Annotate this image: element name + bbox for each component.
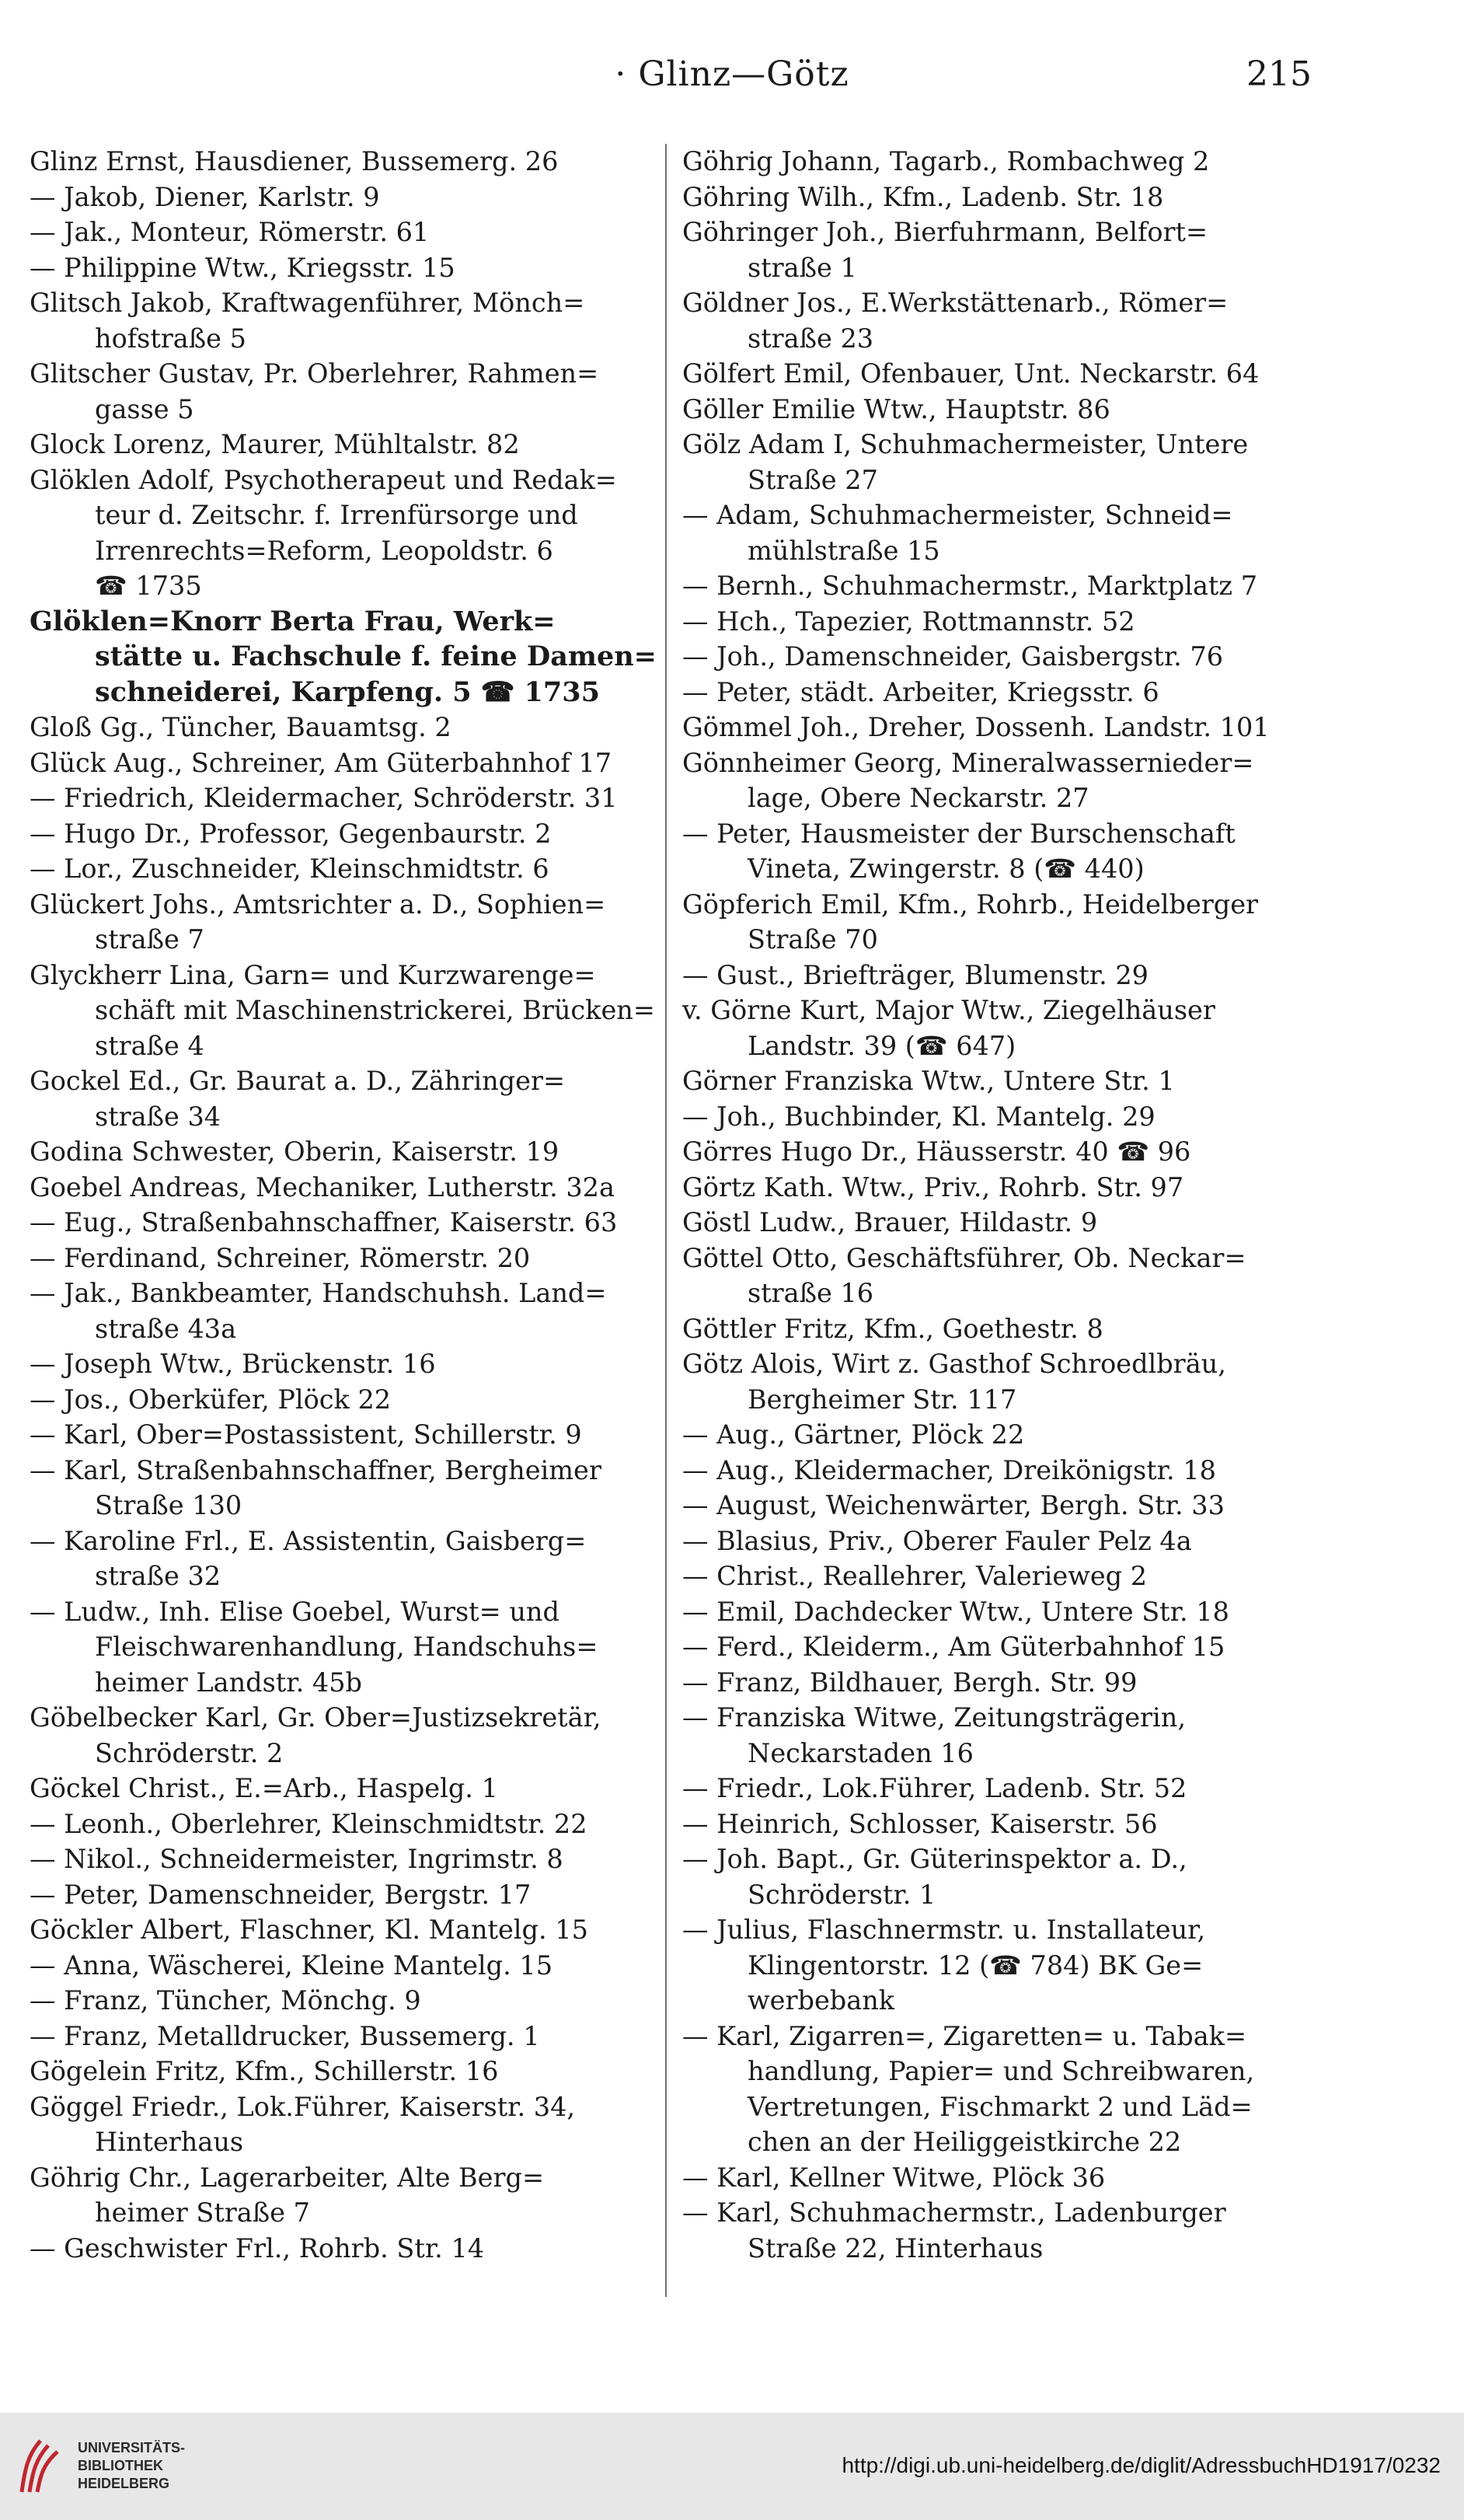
directory-entry: — Nikol., Schneidermeister, Ingrimstr. 8 xyxy=(30,1844,563,1874)
directory-entry: — Ferdinand, Schreiner, Römerstr. 20 xyxy=(30,1242,531,1273)
directory-entry-continuation: Vineta, Zwingerstr. 8 (☎ 440) xyxy=(748,853,1145,884)
directory-entry: — Aug., Kleidermacher, Dreikönigstr. 18 xyxy=(682,1454,1216,1485)
directory-entry-continuation: ☎ 1735 xyxy=(95,571,202,601)
directory-entry: Göbelbecker Karl, Gr. Ober=Justizsekretär, xyxy=(30,1702,601,1733)
directory-entry: v. Görne Kurt, Major Wtw., Ziegelhäuser xyxy=(682,995,1215,1025)
directory-entry: — Jak., Bankbeamter, Handschuhsh. Land= xyxy=(30,1278,607,1308)
directory-entry-continuation: schneiderei, Karpfeng. 5 ☎ 1735 xyxy=(95,675,600,708)
directory-entry: Göckel Christ., E.=Arb., Haspelg. 1 xyxy=(30,1773,498,1803)
directory-entry-continuation: lage, Obere Neckarstr. 27 xyxy=(748,783,1089,813)
directory-entry: — Franziska Witwe, Zeitungsträgerin, xyxy=(682,1702,1186,1733)
directory-entry: — Franz, Tüncher, Mönchg. 9 xyxy=(30,1985,421,2016)
footer-bar xyxy=(0,2413,1464,2520)
directory-entry-continuation: Hinterhaus xyxy=(95,2127,244,2157)
directory-entry-continuation: Schröderstr. 1 xyxy=(748,1879,936,1910)
directory-entry: Göttel Otto, Geschäftsführer, Ob. Neckar= xyxy=(682,1242,1246,1273)
directory-entry: Gögelein Fritz, Kfm., Schillerstr. 16 xyxy=(30,2056,499,2086)
directory-entry: — Anna, Wäscherei, Kleine Mantelg. 15 xyxy=(30,1949,553,1981)
directory-entry: Gölz Adam I, Schuhmachermeister, Untere xyxy=(682,429,1249,459)
directory-entry: — Eug., Straßenbahnschaffner, Kaiserstr. 63 xyxy=(30,1207,618,1237)
directory-entry: Görtz Kath. Wtw., Priv., Rohrb. Str. 97 xyxy=(682,1171,1184,1202)
directory-entry-continuation: teur d. Zeitschr. f. Irrenfürsorge und xyxy=(95,500,578,530)
directory-entry: — Aug., Gärtner, Plöck 22 xyxy=(682,1419,1025,1450)
page-header xyxy=(0,54,1464,109)
directory-entry-continuation: Landstr. 39 (☎ 647) xyxy=(748,1030,1016,1061)
directory-entry-continuation: straße 4 xyxy=(95,1030,204,1061)
directory-entry: — Karl, Kellner Witwe, Plöck 36 xyxy=(682,2162,1106,2193)
directory-entry-continuation: Bergheimer Str. 117 xyxy=(748,1384,1017,1415)
directory-entry: Godina Schwester, Oberin, Kaiserstr. 19 xyxy=(30,1136,559,1167)
directory-entry: — Karoline Frl., E. Assistentin, Gaisberg= xyxy=(30,1525,587,1556)
directory-entry: Glitscher Gustav, Pr. Oberlehrer, Rahmen= xyxy=(30,358,599,389)
directory-entry: Glitsch Jakob, Kraftwagenführer, Mönch= xyxy=(30,288,585,318)
directory-entry: — Peter, städt. Arbeiter, Kriegsstr. 6 xyxy=(682,676,1159,707)
directory-entry-continuation: straße 43a xyxy=(95,1313,237,1344)
directory-entry: — Ludw., Inh. Elise Goebel, Wurst= und xyxy=(30,1596,559,1627)
left-column xyxy=(30,144,663,2266)
directory-entry: — Friedrich, Kleidermacher, Schröderstr. 31 xyxy=(30,783,618,813)
directory-entry: — Karl, Straßenbahnschaffner, Bergheimer xyxy=(30,1454,601,1485)
directory-entry: — Franz, Bildhauer, Bergh. Str. 99 xyxy=(682,1667,1138,1698)
directory-entry: Görres Hugo Dr., Häusserstr. 40 ☎ 96 xyxy=(682,1136,1191,1167)
directory-entry-continuation: hofstraße 5 xyxy=(95,323,246,354)
directory-entry: Gömmel Joh., Dreher, Dossenh. Landstr. 101 xyxy=(682,712,1270,742)
directory-entry-continuation: Schröderstr. 2 xyxy=(95,1737,284,1768)
directory-entry: — Adam, Schuhmachermeister, Schneid= xyxy=(682,500,1233,530)
directory-entry: Göhringer Joh., Bierfuhrmann, Belfort= xyxy=(682,217,1208,247)
directory-entry: — Peter, Damenschneider, Bergstr. 17 xyxy=(30,1879,532,1910)
directory-entry: — Geschwister Frl., Rohrb. Str. 14 xyxy=(30,2232,485,2263)
directory-entry-continuation: heimer Straße 7 xyxy=(95,2197,310,2228)
directory-entry-continuation: Fleischwarenhandlung, Handschuhs= xyxy=(95,1632,598,1662)
directory-entry: Glückert Johs., Amtsrichter a. D., Sophien= xyxy=(30,888,606,920)
directory-entry-continuation: schäft mit Maschinenstrickerei, Brücken= xyxy=(95,995,655,1025)
directory-entry: Götz Alois, Wirt z. Gasthof Schroedlbräu, xyxy=(682,1349,1226,1379)
directory-entry: Glinz Ernst, Hausdiener, Bussemerg. 26 xyxy=(30,146,559,176)
directory-entry: — Lor., Zuschneider, Kleinschmidtstr. 6 xyxy=(30,853,549,884)
directory-entry: — Julius, Flaschnermstr. u. Installateur, xyxy=(682,1914,1206,1945)
directory-entry: Glock Lorenz, Maurer, Mühltalstr. 82 xyxy=(30,429,520,459)
directory-entry: Göggel Friedr., Lok.Führer, Kaiserstr. 34, xyxy=(30,2091,576,2122)
directory-entry: — Jos., Oberküfer, Plöck 22 xyxy=(30,1384,392,1415)
directory-entry: — Gust., Briefträger, Blumenstr. 29 xyxy=(682,959,1149,990)
directory-entry: — Jakob, Diener, Karlstr. 9 xyxy=(30,181,380,212)
directory-entry: — Friedr., Lok.Führer, Ladenb. Str. 52 xyxy=(682,1773,1187,1803)
directory-entry: Gölfert Emil, Ofenbauer, Unt. Neckarstr. 64 xyxy=(682,358,1260,389)
directory-entry-continuation: straße 23 xyxy=(748,323,874,354)
directory-entry-continuation: heimer Landstr. 45b xyxy=(95,1667,362,1698)
directory-entry-continuation: mühlstraße 15 xyxy=(748,535,940,566)
directory-entry: — Christ., Reallehrer, Valerieweg 2 xyxy=(682,1561,1148,1591)
directory-entry-continuation: straße 1 xyxy=(748,252,857,283)
directory-entry: — Karl, Schuhmachermstr., Ladenburger xyxy=(682,2197,1226,2228)
directory-entry: — Joh. Bapt., Gr. Güterinspektor a. D., xyxy=(682,1844,1187,1874)
directory-entry: Göckler Albert, Flaschner, Kl. Mantelg. 15 xyxy=(30,1914,588,1945)
directory-entry: Glöklen=Knorr Berta Frau, Werk= xyxy=(30,605,556,637)
directory-entry: — Hugo Dr., Professor, Gegenbaurstr. 2 xyxy=(30,818,552,849)
directory-entry: — Ferd., Kleiderm., Am Güterbahnhof 15 xyxy=(682,1632,1225,1662)
directory-entry-continuation: Irrenrechts=Reform, Leopoldstr. 6 xyxy=(95,535,553,566)
right-column xyxy=(682,144,1327,2266)
directory-entry-continuation: Straße 27 xyxy=(748,464,878,495)
page-number: 215 xyxy=(1246,54,1312,94)
directory-entry-continuation: straße 32 xyxy=(95,1561,221,1591)
directory-entry-continuation: straße 16 xyxy=(748,1278,874,1308)
directory-columns xyxy=(30,144,1327,2305)
directory-entry: Gloß Gg., Tüncher, Bauamtsg. 2 xyxy=(30,712,451,742)
directory-entry: Görner Franziska Wtw., Untere Str. 1 xyxy=(682,1066,1175,1096)
directory-entry: Göller Emilie Wtw., Hauptstr. 86 xyxy=(682,393,1110,424)
directory-entry: Goebel Andreas, Mechaniker, Lutherstr. 32a xyxy=(30,1171,615,1202)
directory-entry: — August, Weichenwärter, Bergh. Str. 33 xyxy=(682,1490,1225,1520)
logo-line: UNIVERSITÄTS- xyxy=(78,2440,186,2455)
column-divider xyxy=(665,144,667,2297)
directory-entry: — Philippine Wtw., Kriegsstr. 15 xyxy=(30,252,455,283)
directory-entry: — Hch., Tapezier, Rottmannstr. 52 xyxy=(682,606,1135,637)
source-url-link[interactable]: http://digi.ub.uni-heidelberg.de/diglit/AdressbuchHD1917/0232 xyxy=(842,2453,1441,2477)
directory-entry: Glöklen Adolf, Psychotherapeut und Redak= xyxy=(30,464,617,495)
directory-entry-continuation: stätte u. Fachschule f. feine Damen= xyxy=(95,640,657,672)
directory-entry: Göhrig Chr., Lagerarbeiter, Alte Berg= xyxy=(30,2162,545,2193)
directory-entry-continuation: Neckarstaden 16 xyxy=(748,1737,974,1768)
directory-entry: Glyckherr Lina, Garn= und Kurzwarenge= xyxy=(30,959,596,990)
directory-entry: Glück Aug., Schreiner, Am Güterbahnhof 17 xyxy=(30,747,612,778)
directory-entry: Göldner Jos., E.Werkstättenarb., Römer= xyxy=(682,288,1229,318)
directory-entry-continuation: chen an der Heiliggeistkirche 22 xyxy=(748,2127,1182,2157)
directory-entry: — Peter, Hausmeister der Burschenschaft xyxy=(682,818,1236,849)
directory-entry: — Heinrich, Schlosser, Kaiserstr. 56 xyxy=(682,1808,1158,1839)
directory-entry: — Karl, Ober=Postassistent, Schillerstr. 9 xyxy=(30,1419,582,1450)
directory-entry: — Jak., Monteur, Römerstr. 61 xyxy=(30,217,430,247)
directory-entry-continuation: Straße 130 xyxy=(95,1490,242,1520)
directory-entry: Gönnheimer Georg, Mineralwassernieder= xyxy=(682,747,1254,778)
directory-entry-continuation: werbebank xyxy=(748,1985,895,2016)
directory-entry: — Joh., Buchbinder, Kl. Mantelg. 29 xyxy=(682,1101,1156,1132)
directory-entry: — Joh., Damenschneider, Gaisbergstr. 76 xyxy=(682,641,1224,672)
logo-line: BIBLIOTHEK xyxy=(78,2458,163,2473)
directory-entry-continuation: Klingentorstr. 12 (☎ 784) BK Ge= xyxy=(748,1949,1204,1981)
directory-entry: — Blasius, Priv., Oberer Fauler Pelz 4a xyxy=(682,1525,1192,1556)
page-title: · Glinz—Götz xyxy=(615,54,849,94)
directory-entry: — Bernh., Schuhmachermstr., Marktplatz 7 xyxy=(682,571,1258,601)
directory-entry-continuation: handlung, Papier= und Schreibwaren, xyxy=(748,2056,1255,2086)
library-logo-text xyxy=(78,2439,185,2493)
directory-entry: Göhring Wilh., Kfm., Ladenb. Str. 18 xyxy=(682,181,1164,212)
directory-entry-continuation: straße 7 xyxy=(95,924,204,955)
directory-entry: — Joseph Wtw., Brückenstr. 16 xyxy=(30,1349,436,1379)
university-seal-icon xyxy=(17,2438,62,2494)
directory-entry: — Emil, Dachdecker Wtw., Untere Str. 18 xyxy=(682,1596,1229,1627)
directory-entry: Göhrig Johann, Tagarb., Rombachweg 2 xyxy=(682,146,1210,176)
directory-entry-continuation: gasse 5 xyxy=(95,393,194,424)
directory-entry-continuation: Straße 22, Hinterhaus xyxy=(748,2232,1044,2263)
directory-entry: Göttler Fritz, Kfm., Goethestr. 8 xyxy=(682,1313,1103,1344)
logo-line: HEIDELBERG xyxy=(78,2476,170,2491)
directory-entry: — Leonh., Oberlehrer, Kleinschmidtstr. 22 xyxy=(30,1808,587,1839)
directory-entry: Göstl Ludw., Brauer, Hildastr. 9 xyxy=(682,1207,1098,1237)
directory-entry: Gockel Ed., Gr. Baurat a. D., Zähringer= xyxy=(30,1066,566,1096)
directory-entry-continuation: Straße 70 xyxy=(748,924,878,955)
directory-entry-continuation: Vertretungen, Fischmarkt 2 und Läd= xyxy=(748,2091,1253,2122)
directory-entry-continuation: straße 34 xyxy=(95,1101,221,1132)
directory-entry: Göpferich Emil, Kfm., Rohrb., Heidelberger xyxy=(682,888,1259,920)
directory-entry: — Karl, Zigarren=, Zigaretten= u. Tabak= xyxy=(682,2020,1247,2051)
directory-entry: — Franz, Metalldrucker, Bussemerg. 1 xyxy=(30,2020,540,2051)
